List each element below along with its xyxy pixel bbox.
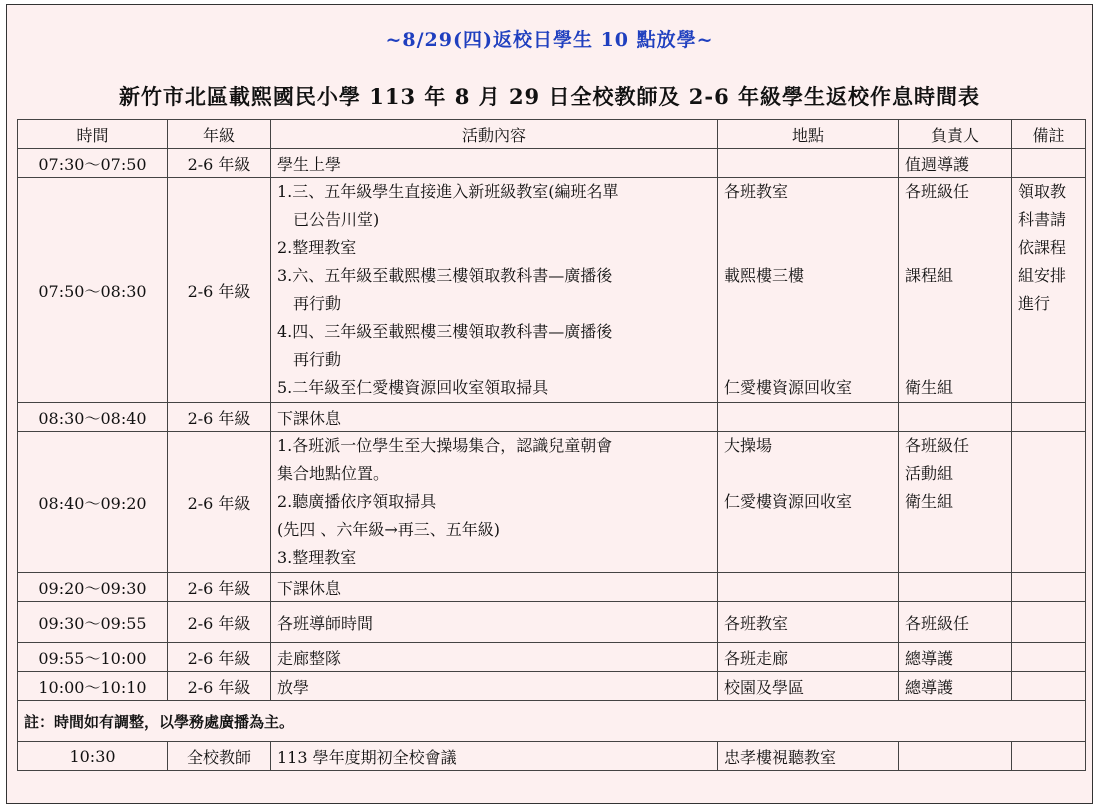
person-line: 各班級任 (905, 436, 970, 455)
remark-cell (1012, 573, 1086, 602)
table-row (18, 149, 1086, 178)
schedule-table (17, 119, 1086, 771)
header-person: 負責人 (899, 120, 1012, 149)
place-line (724, 290, 892, 318)
time-cell: 08:30～08:40 (18, 403, 168, 432)
header-row (18, 120, 1086, 149)
remark-cell: 領取教科書請依課程組安排進行 (1012, 178, 1086, 403)
note-text: 註：時間如有調整，以學務處廣播為主。 (18, 701, 1086, 742)
person-line (905, 346, 1005, 374)
table-row (18, 432, 1086, 573)
remark-cell (1012, 149, 1086, 178)
person-line: 課程組 (905, 266, 954, 285)
place-line: 仁愛樓資源回收室 (724, 378, 853, 397)
place-cell: 校園及學區 (718, 672, 899, 701)
activity-line: 2.聽廣播依序領取掃具 (277, 492, 437, 511)
table-row (18, 643, 1086, 672)
time-cell: 09:55～10:00 (18, 643, 168, 672)
person-line: 各班級任 (905, 182, 970, 201)
activity-cell (271, 432, 718, 573)
header-place: 地點 (718, 120, 899, 149)
header-remark: 備註 (1012, 120, 1086, 149)
time-cell: 09:30～09:55 (18, 602, 168, 643)
table-row (18, 178, 1086, 403)
activity-cell: 下課休息 (271, 573, 718, 602)
person-cell (899, 742, 1012, 771)
remark-cell (1012, 432, 1086, 573)
activity-line: 3.六、五年級至載熙樓三樓領取教科書—廣播後 (277, 266, 613, 285)
grade-cell: 2-6 年級 (168, 432, 271, 573)
activity-line: 2.整理教室 (277, 238, 357, 257)
place-line (724, 206, 892, 234)
person-line (905, 234, 1005, 262)
table-row (18, 573, 1086, 602)
activity-line: 5.二年級至仁愛樓資源回收室領取掃具 (277, 378, 549, 397)
activity-line: 3.整理教室 (277, 548, 357, 567)
place-cell: 忠孝樓視聽教室 (718, 742, 899, 771)
place-line (724, 318, 892, 346)
activity-line: 已公告川堂) (293, 210, 380, 229)
return-day-subtitle: ~8/29(四)返校日學生 10 點放學~ (385, 29, 714, 51)
person-line: 活動組 (905, 464, 954, 483)
person-cell (899, 178, 1012, 403)
person-cell: 總導護 (899, 643, 1012, 672)
table-row (18, 742, 1086, 771)
person-line (905, 206, 1005, 234)
grade-cell: 全校教師 (168, 742, 271, 771)
person-cell: 各班級任 (899, 602, 1012, 643)
remark-cell (1012, 602, 1086, 643)
activity-cell: 113 學年度期初全校會議 (271, 742, 718, 771)
activity-line: 再行動 (293, 294, 342, 313)
document-frame (6, 4, 1093, 804)
header-activity: 活動內容 (271, 120, 718, 149)
place-cell (718, 573, 899, 602)
remark-cell (1012, 403, 1086, 432)
person-line (905, 318, 1005, 346)
grade-cell: 2-6 年級 (168, 149, 271, 178)
place-line (724, 234, 892, 262)
place-line: 載熙樓三樓 (724, 266, 805, 285)
place-cell (718, 178, 899, 403)
activity-line: (先四 、六年級→再三、五年級) (277, 520, 500, 539)
place-cell: 各班教室 (718, 602, 899, 643)
remark-cell (1012, 672, 1086, 701)
activity-line: 再行動 (293, 350, 342, 369)
grade-cell: 2-6 年級 (168, 672, 271, 701)
activity-line: 4.四、三年級至載熙樓三樓領取教科書—廣播後 (277, 322, 613, 341)
grade-cell: 2-6 年級 (168, 602, 271, 643)
place-cell (718, 149, 899, 178)
person-line (905, 290, 1005, 318)
place-line (724, 460, 892, 488)
time-cell: 10:00～10:10 (18, 672, 168, 701)
person-cell: 值週導護 (899, 149, 1012, 178)
time-cell: 08:40～09:20 (18, 432, 168, 573)
activity-cell: 放學 (271, 672, 718, 701)
activity-cell (271, 178, 718, 403)
place-line (724, 544, 892, 572)
note-row (18, 701, 1086, 742)
schedule-title: 新竹市北區載熙國民小學 113 年 8 月 29 日全校教師及 2-6 年級學生返校作息時間表 (118, 84, 981, 109)
header-time: 時間 (18, 120, 168, 149)
activity-line: 集合地點位置。 (277, 464, 390, 483)
person-line (905, 544, 1005, 572)
table-row (18, 602, 1086, 643)
table-row (18, 672, 1086, 701)
remark-cell (1012, 742, 1086, 771)
place-line: 仁愛樓資源回收室 (724, 492, 853, 511)
person-cell (899, 432, 1012, 573)
place-cell: 各班走廊 (718, 643, 899, 672)
activity-cell: 學生上學 (271, 149, 718, 178)
activity-line: 1.各班派一位學生至大操場集合，認識兒童朝會 (277, 436, 613, 455)
header-grade: 年級 (168, 120, 271, 149)
activity-cell: 各班導師時間 (271, 602, 718, 643)
person-cell: 總導護 (899, 672, 1012, 701)
grade-cell: 2-6 年級 (168, 178, 271, 403)
grade-cell: 2-6 年級 (168, 403, 271, 432)
place-cell (718, 432, 899, 573)
person-line: 衛生組 (905, 492, 954, 511)
person-line (905, 516, 1005, 544)
activity-cell: 走廊整隊 (271, 643, 718, 672)
grade-cell: 2-6 年級 (168, 643, 271, 672)
activity-line: 1.三、五年級學生直接進入新班級教室(編班名單 (277, 182, 619, 201)
place-line: 大操場 (724, 436, 773, 455)
grade-cell: 2-6 年級 (168, 573, 271, 602)
person-cell (899, 573, 1012, 602)
place-cell (718, 403, 899, 432)
place-line (724, 346, 892, 374)
time-cell: 09:20～09:30 (18, 573, 168, 602)
person-line: 衛生組 (905, 378, 954, 397)
time-cell: 07:30～07:50 (18, 149, 168, 178)
person-cell (899, 403, 1012, 432)
time-cell: 07:50～08:30 (18, 178, 168, 403)
time-cell: 10:30 (18, 742, 168, 771)
remark-cell (1012, 643, 1086, 672)
place-line: 各班教室 (724, 182, 789, 201)
place-line (724, 516, 892, 544)
table-row (18, 403, 1086, 432)
activity-cell: 下課休息 (271, 403, 718, 432)
